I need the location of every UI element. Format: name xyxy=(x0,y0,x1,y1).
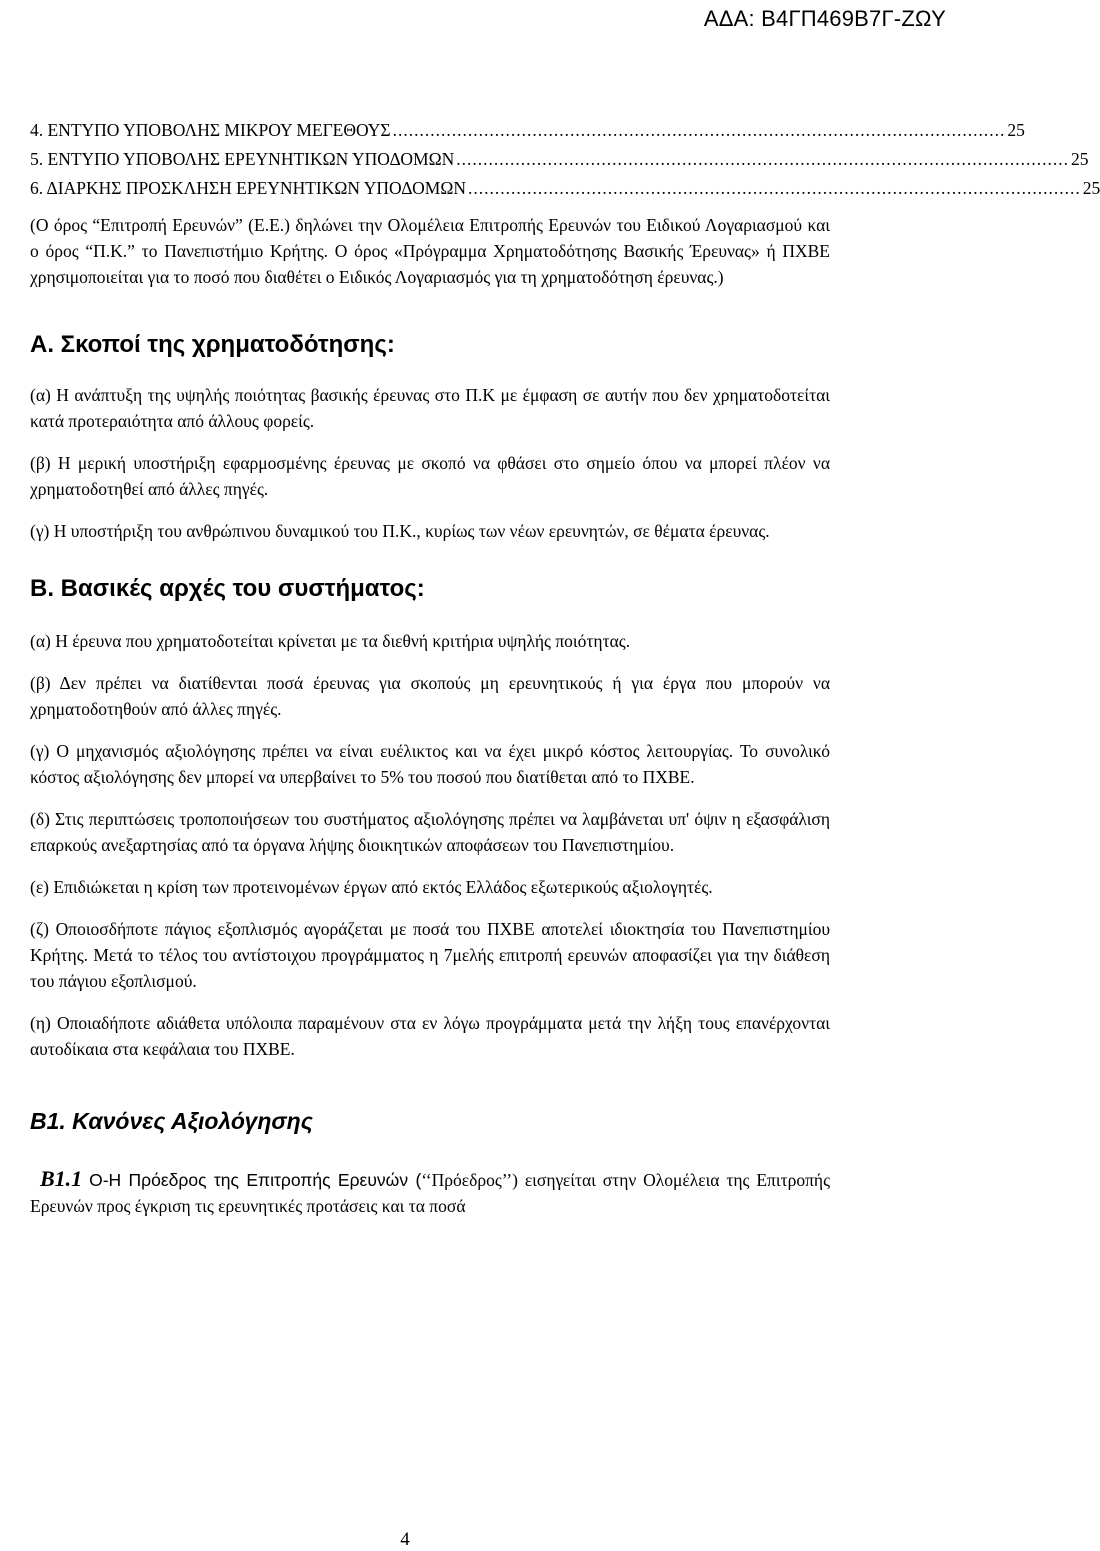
table-of-contents xyxy=(30,117,1100,204)
rule-b1-1-prefix: Ο-Η Πρόεδρος της Επιτροπής Ερευνών ( xyxy=(89,1170,422,1190)
toc-entry-page: 25 xyxy=(1007,120,1025,140)
page-number: 4 xyxy=(400,1529,410,1550)
section-b-item: (γ) Ο μηχανισμός αξιολόγησης πρέπει να είναι ευέλικτος και να έχει μικρό κόστος λειτουργίας. Το συνολικό κόστος αξιολόγησης δεν μπορεί να υπερβαίνει το 5% του ποσού που διατίθεται από το ΠΧΒΕ. xyxy=(30,741,830,787)
rule-b1-1-text: ‘‘Πρόεδρος’’) εισηγείται στην Ολομέλεια της Επιτροπής Ερευνών προς έγκριση τις ερευνητικές προτάσεις και τα ποσά xyxy=(30,1170,831,1216)
section-a-item: (γ) Η υποστήριξη του ανθρώπινου δυναμικού του Π.Κ., κυρίως των νέων ερευνητών, σε θέματα έρευνας. xyxy=(30,521,770,541)
toc-entry[interactable] xyxy=(30,117,1025,146)
toc-entry[interactable] xyxy=(30,175,1100,204)
toc-leader-dots: .................................................................................................................. xyxy=(468,178,1081,198)
section-a-item: (β) Η μερική υποστήριξη εφαρμοσμένης έρευνας με σκοπό να φθάσει στο σημείο όπου να μπορεί πλέον να χρηματοδοτηθεί από άλλες πηγές. xyxy=(30,453,830,499)
section-a-item: (α) Η ανάπτυξη της υψηλής ποιότητας βασικής έρευνας στο Π.Κ με έμφαση σε αυτήν που δεν χρηματοδοτείται κατά προτεραιότητα από άλλους φορείς. xyxy=(30,385,830,431)
rule-b1-1 xyxy=(30,1166,830,1219)
section-b-item: (β) Δεν πρέπει να διατίθενται ποσά έρευνας για σκοπούς μη ερευνητικούς ή για έργα που μπορούν να χρηματοδοτηθούν από άλλες πηγές. xyxy=(30,673,830,719)
document-body xyxy=(30,117,1100,1219)
definitions-note: (Ο όρος “Επιτροπή Ερευνών” (Ε.Ε.) δηλώνει την Ολομέλεια Επιτροπής Ερευνών του Ειδικού Λογαριασμού και ο όρος “Π.Κ.” το Πανεπιστήμιο Κρήτης. Ο όρος «Πρόγραμμα Χρηματοδότησης Βασικής Έρευνας» ή ΠΧΒΕ χρησιμοποιείται για το ποσό που διαθέτει ο Ειδικός Λογαριασμός για τη χρηματοδότηση έρευνας.) xyxy=(30,215,830,287)
section-b-item: (δ) Στις περιπτώσεις τροποποιήσεων του συστήματος αξιολόγησης πρέπει να λαμβάνεται υπ' όψιν η εξασφάλιση επαρκούς ανεξαρτησίας από τα όργανα λήψης διοικητικών αποφάσεων του Πανεπιστημίου. xyxy=(30,809,830,855)
section-b-item: (ζ) Οποιοσδήποτε πάγιος εξοπλισμός αγοράζεται με ποσά του ΠΧΒΕ αποτελεί ιδιοκτησία του Πανεπιστημίου Κρήτης. Μετά το τέλος του αντίστοιχου προγράμματος η 7μελής επιτροπή ερευνών αποφασίζει για την διάθεση του πάγιου εξοπλισμού. xyxy=(30,919,830,991)
toc-leader-dots: .................................................................................................................. xyxy=(392,120,1006,140)
section-b-item: (ε) Επιδιώκεται η κρίση των προτεινομένων έργων από εκτός Ελλάδος εξωτερικούς αξιολογητές. xyxy=(30,877,713,897)
toc-entry-label: 4. ΕΝΤΥΠΟ ΥΠΟΒΟΛΗΣ ΜΙΚΡΟΥ ΜΕΓΕΘΟΥΣ xyxy=(30,120,391,140)
toc-leader-dots: .................................................................................................................. xyxy=(456,149,1069,169)
toc-entry-page: 25 xyxy=(1071,149,1089,169)
section-b-item: (η) Οποιαδήποτε αδιάθετα υπόλοιπα παραμένουν στα εν λόγω προγράμματα μετά την λήξη τους επανέρχονται αυτοδίκαια στα κεφάλαια του ΠΧΒΕ. xyxy=(30,1013,830,1059)
ada-code: ΑΔΑ: Β4ΓΠ469Β7Γ-ΖΩΥ xyxy=(703,6,946,31)
section-b-item: (α) Η έρευνα που χρηματοδοτείται κρίνεται με τα διεθνή κριτήρια υψηλής ποιότητας. xyxy=(30,631,631,651)
section-a-heading: Α. Σκοποί της χρηματοδότησης: xyxy=(30,331,395,358)
section-b1-heading: Β1. Κανόνες Αξιολόγησης xyxy=(30,1108,313,1134)
toc-entry[interactable] xyxy=(30,146,1089,175)
toc-entry-page: 25 xyxy=(1082,178,1100,198)
toc-entry-label: 6. ΔΙΑΡΚΗΣ ΠΡΟΣΚΛΗΣΗ ΕΡΕΥΝΗΤΙΚΩΝ ΥΠΟΔΟΜΩΝ xyxy=(30,178,466,198)
section-b-heading: Β. Βασικές αρχές του συστήματος: xyxy=(30,575,425,602)
rule-b1-1-number: Β1.1 xyxy=(40,1166,83,1191)
toc-entry-label: 5. ΕΝΤΥΠΟ ΥΠΟΒΟΛΗΣ ΕΡΕΥΝΗΤΙΚΩΝ ΥΠΟΔΟΜΩΝ xyxy=(30,149,455,169)
